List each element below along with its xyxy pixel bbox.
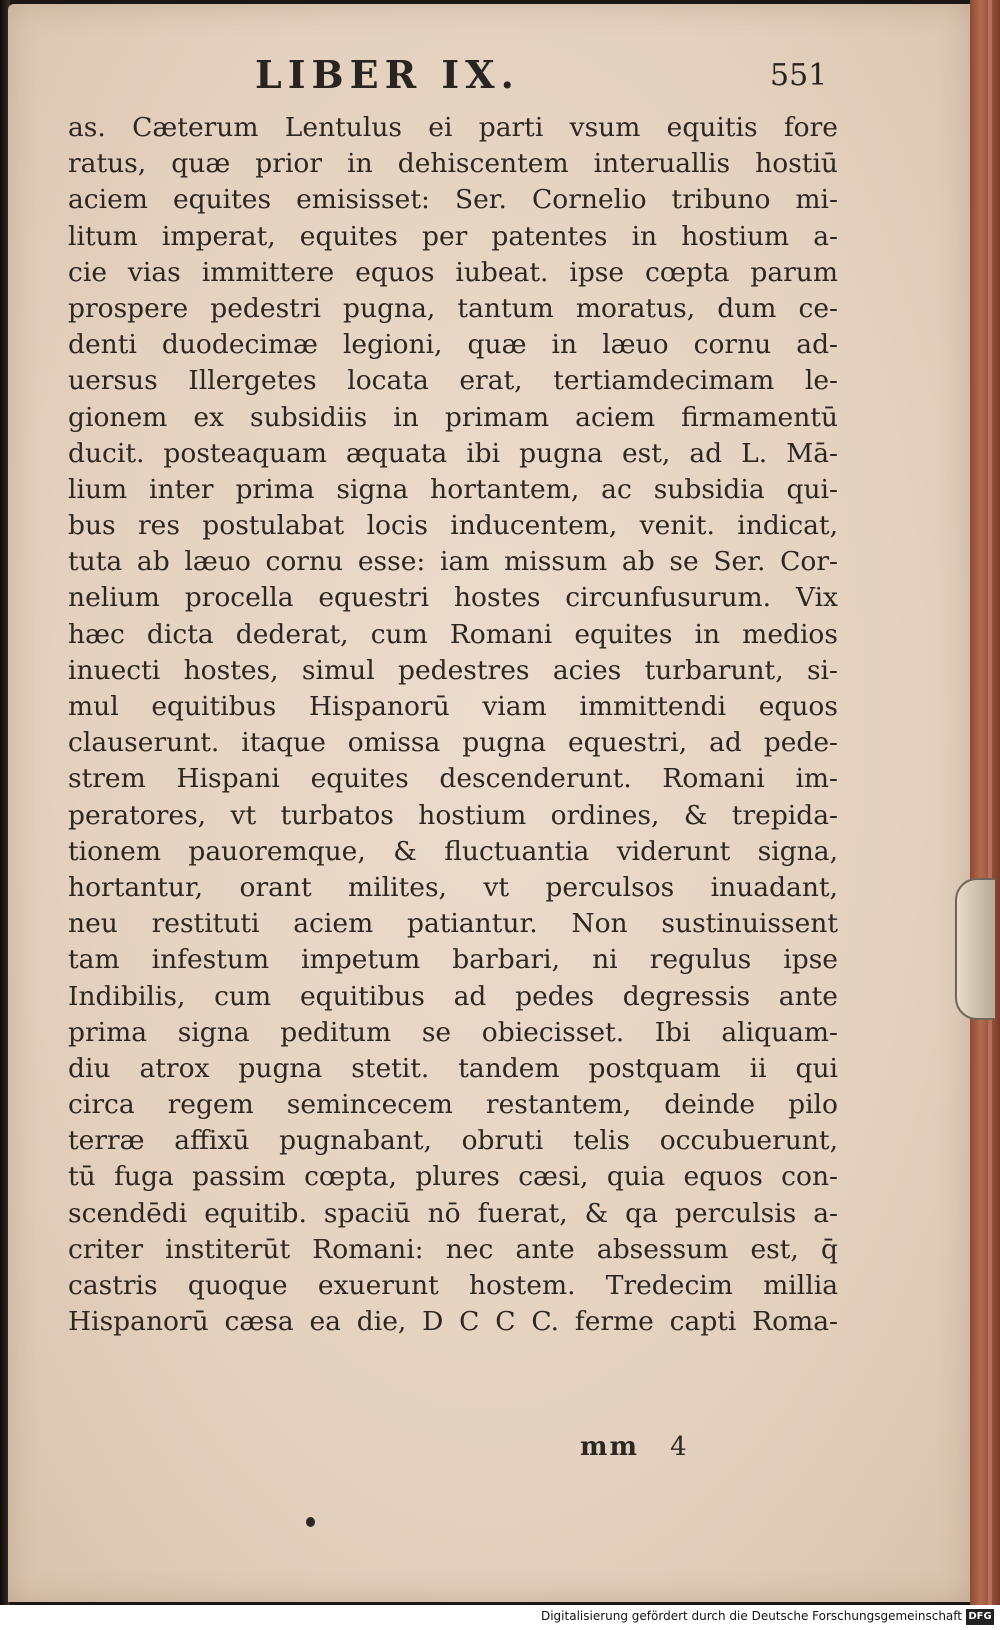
text-line: ducit. posteaquam æquata ibi pugna est, ad L. Mā- (68, 437, 838, 469)
page-number: 551 (770, 58, 828, 93)
text-line: tū fuga passim cœpta, plures cæsi, quia equos con- (68, 1161, 838, 1193)
text-line: clauserunt. itaque omissa pugna equestri, ad pede- (68, 727, 838, 759)
text-line: neu restituti aciem patiantur. Non sustinuissent (68, 908, 838, 940)
text-line: mul equitibus Hispanorū viam immittendi equos (68, 691, 838, 722)
text-line: cie vias immittere equos iubeat. ipse cœpta parum (68, 256, 838, 288)
text-line: tuta ab læuo cornu esse: iam missum ab se Ser. Cor- (68, 546, 838, 578)
text-line: criter institerūt Romani: nec ante absessum est, q̄ (68, 1233, 838, 1265)
text-line: peratores, vt turbatos hostium ordines, & trepida- (68, 799, 838, 831)
text-line: ratus, quæ prior in dehiscentem interuallis hostiū (68, 148, 838, 180)
running-head (70, 52, 830, 102)
text-line: tam infestum impetum barbari, ni regulus ipse (68, 944, 838, 976)
signature-number: 4 (670, 1432, 687, 1462)
text-line: terræ affixū pugnabant, obruti telis occubuerunt, (68, 1125, 838, 1157)
text-line: inuecti hostes, simul pedestres acies turbarunt, si- (68, 654, 838, 686)
signature-mark: mm (580, 1432, 640, 1462)
text-line: castris quoque exuerunt hostem. Tredecim millia (68, 1270, 838, 1301)
text-line: denti duodecimæ legioni, quæ in læuo cornu ad- (68, 329, 838, 361)
ink-spot (306, 1517, 315, 1527)
footer-credit: Digitalisierung gefördert durch die Deutsche Forschungsgemeinschaft (540, 1609, 962, 1623)
text-line: Hispanorū cæsa ea die, D C C C. ferme capti Roma- (68, 1306, 838, 1338)
text-line: uersus Illergetes locata erat, tertiamdecimam le- (68, 365, 838, 397)
text-line: prima signa peditum se obiecisset. Ibi aliquam- (68, 1016, 838, 1048)
book-cover-edge (988, 0, 992, 1605)
text-line: nelium procella equestri hostes circunfusurum. Vix (68, 582, 838, 614)
dfg-logo: DFG (966, 1609, 994, 1625)
text-line: strem Hispani equites descenderunt. Romani im- (68, 763, 838, 795)
text-line: prospere pedestri pugna, tantum moratus, dum ce- (68, 292, 838, 324)
digitization-footer (0, 1605, 1000, 1630)
text-line: aciem equites emisisset: Ser. Cornelio tribuno mi- (68, 184, 838, 216)
page-clip (955, 878, 995, 1020)
text-line: litum imperat, equites per patentes in hostium a- (68, 220, 838, 252)
book-cover-board (970, 0, 1000, 1605)
text-line: circa regem semincecem restantem, deinde pilo (68, 1089, 838, 1121)
text-line: lium inter prima signa hortantem, ac subsidia qui- (68, 473, 838, 505)
text-line: Indibilis, cum equitibus ad pedes degressis ante (68, 980, 838, 1012)
text-line: bus res postulabat locis inducentem, venit. indicat, (68, 510, 838, 542)
text-line: as. Cæterum Lentulus ei parti vsum equitis fore (68, 112, 838, 143)
running-title: LIBER IX. (255, 52, 520, 97)
text-line: tionem pauoremque, & fluctuantia viderunt signa, (68, 835, 838, 867)
text-line: hortantur, orant milites, vt perculsos inuadant, (68, 871, 838, 903)
text-line: gionem ex subsidiis in primam aciem firmamentū (68, 401, 838, 433)
catchword (580, 1432, 687, 1472)
body-text (68, 110, 838, 1340)
text-line: diu atrox pugna stetit. tandem postquam ii qui (68, 1052, 838, 1084)
text-line: hæc dicta dederat, cum Romani equites in medios (68, 618, 838, 650)
text-line: scendēdi equitib. spaciū nō fuerat, & qa perculsis a- (68, 1197, 838, 1229)
